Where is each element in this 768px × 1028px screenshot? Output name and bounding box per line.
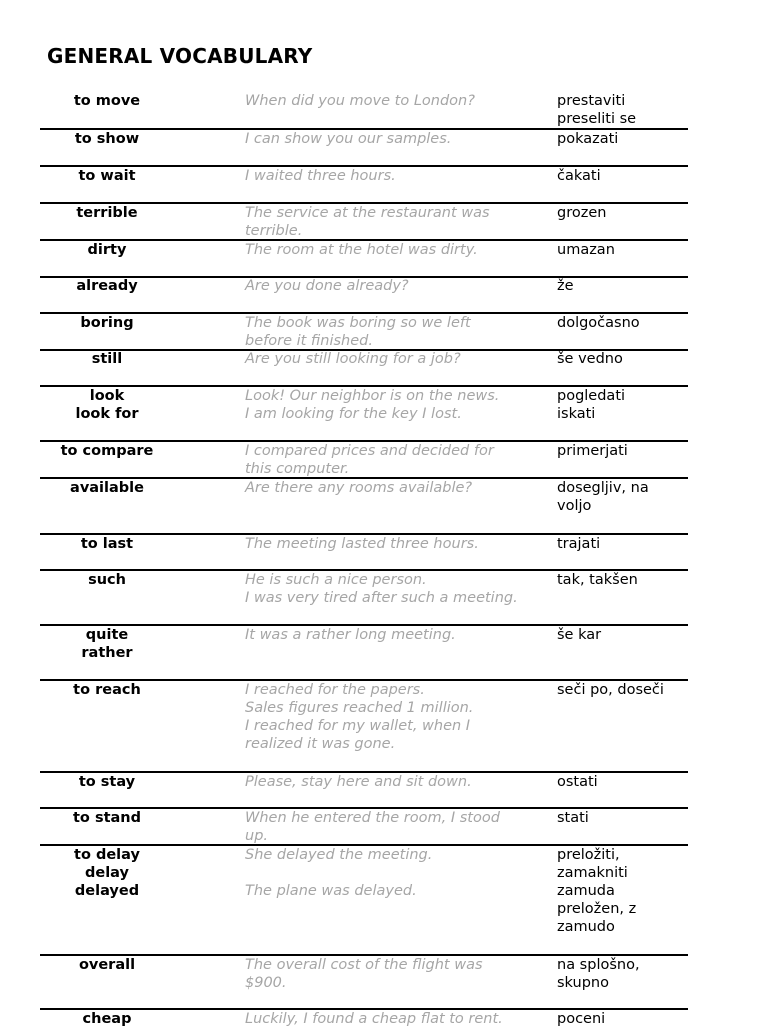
term: to last [80, 536, 134, 552]
term: already [76, 278, 138, 294]
table-row [40, 387, 688, 442]
table-row [40, 204, 688, 241]
example-sentence: Are there any rooms available? [245, 480, 473, 496]
term: boring [80, 315, 134, 331]
translation: trajati [557, 536, 601, 552]
translation: prestaviti preseliti se [557, 93, 637, 127]
table-row [40, 130, 688, 167]
translation: pogledati iskati [557, 388, 626, 422]
table-row [40, 241, 688, 278]
translation: dolgočasno [557, 315, 640, 331]
example-sentence: The service at the restaurant was terrible. [245, 205, 490, 239]
translation: dosegljiv, na voljo [557, 480, 649, 514]
term: to show [74, 131, 140, 147]
table-row [40, 277, 688, 314]
table-row [40, 314, 688, 351]
page-title: GENERAL VOCABULARY [47, 44, 313, 68]
translation: tak, takšen [557, 572, 638, 588]
table-row [40, 92, 688, 130]
translation: pokazati [557, 131, 619, 147]
example-sentence: The book was boring so we left before it finished. [245, 315, 471, 349]
term: such [88, 572, 126, 588]
table-row [40, 956, 688, 1010]
example-sentence: It was a rather long meeting. [245, 627, 456, 643]
term: available [70, 480, 144, 496]
translation: preložiti, zamakniti zamuda preložen, z zamudo [557, 847, 637, 935]
translation: še kar [557, 627, 602, 643]
term: to stand [73, 810, 141, 826]
example-sentence: The meeting lasted three hours. [245, 536, 479, 552]
table-row [40, 809, 688, 846]
translation: seči po, doseči [557, 682, 664, 698]
table-row [40, 535, 688, 571]
term: to stay [78, 774, 136, 790]
term: to delay delay delayed [74, 847, 140, 899]
term: terrible [76, 205, 138, 221]
table-row [40, 571, 688, 626]
example-sentence: He is such a nice person. I was very tired after such a meeting. [245, 572, 518, 606]
table-row [40, 846, 688, 956]
term: cheap [82, 1011, 132, 1027]
term: to reach [73, 682, 141, 698]
translation: stati [557, 810, 589, 826]
translation: še vedno [557, 351, 623, 367]
example-sentence: When did you move to London? [245, 93, 475, 109]
example-sentence: I compared prices and decided for this computer. [245, 443, 494, 477]
example-sentence: I reached for the papers. Sales figures reached 1 million. I reached for my wallet, when I realized it was gone. [245, 682, 474, 752]
table-row [40, 1010, 688, 1027]
example-sentence: Look! Our neighbor is on the news. I am looking for the key I lost. [245, 388, 500, 422]
example-sentence: Please, stay here and sit down. [245, 774, 472, 790]
example-sentence: Are you done already? [245, 278, 409, 294]
table-row [40, 350, 688, 387]
term: dirty [87, 242, 127, 258]
translation: ostati [557, 774, 598, 790]
term: to wait [78, 168, 136, 184]
example-sentence: I can show you our samples. [245, 131, 452, 147]
translation: čakati [557, 168, 601, 184]
table-row [40, 442, 688, 479]
translation: poceni [557, 1011, 606, 1027]
example-sentence: When he entered the room, I stood up. [245, 810, 500, 844]
term: to move [73, 93, 141, 109]
term: to compare [60, 443, 154, 459]
example-sentence: I waited three hours. [245, 168, 396, 184]
table-row [40, 626, 688, 681]
translation: primerjati [557, 443, 628, 459]
example-sentence: She delayed the meeting. The plane was delayed. [245, 847, 433, 899]
table-row [40, 773, 688, 809]
example-sentence: Luckily, I found a cheap flat to rent. [245, 1011, 503, 1027]
translation: že [557, 278, 574, 294]
table-row [40, 681, 688, 773]
term: quite rather [81, 627, 133, 661]
translation: umazan [557, 242, 615, 258]
term: overall [78, 957, 136, 973]
term: still [91, 351, 123, 367]
translation: grozen [557, 205, 607, 221]
table-row [40, 167, 688, 204]
example-sentence: Are you still looking for a job? [245, 351, 461, 367]
term: look look for [75, 388, 139, 422]
example-sentence: The room at the hotel was dirty. [245, 242, 478, 258]
table-row [40, 479, 688, 535]
translation: na splošno, skupno [557, 957, 640, 991]
example-sentence: The overall cost of the flight was $900. [245, 957, 483, 991]
